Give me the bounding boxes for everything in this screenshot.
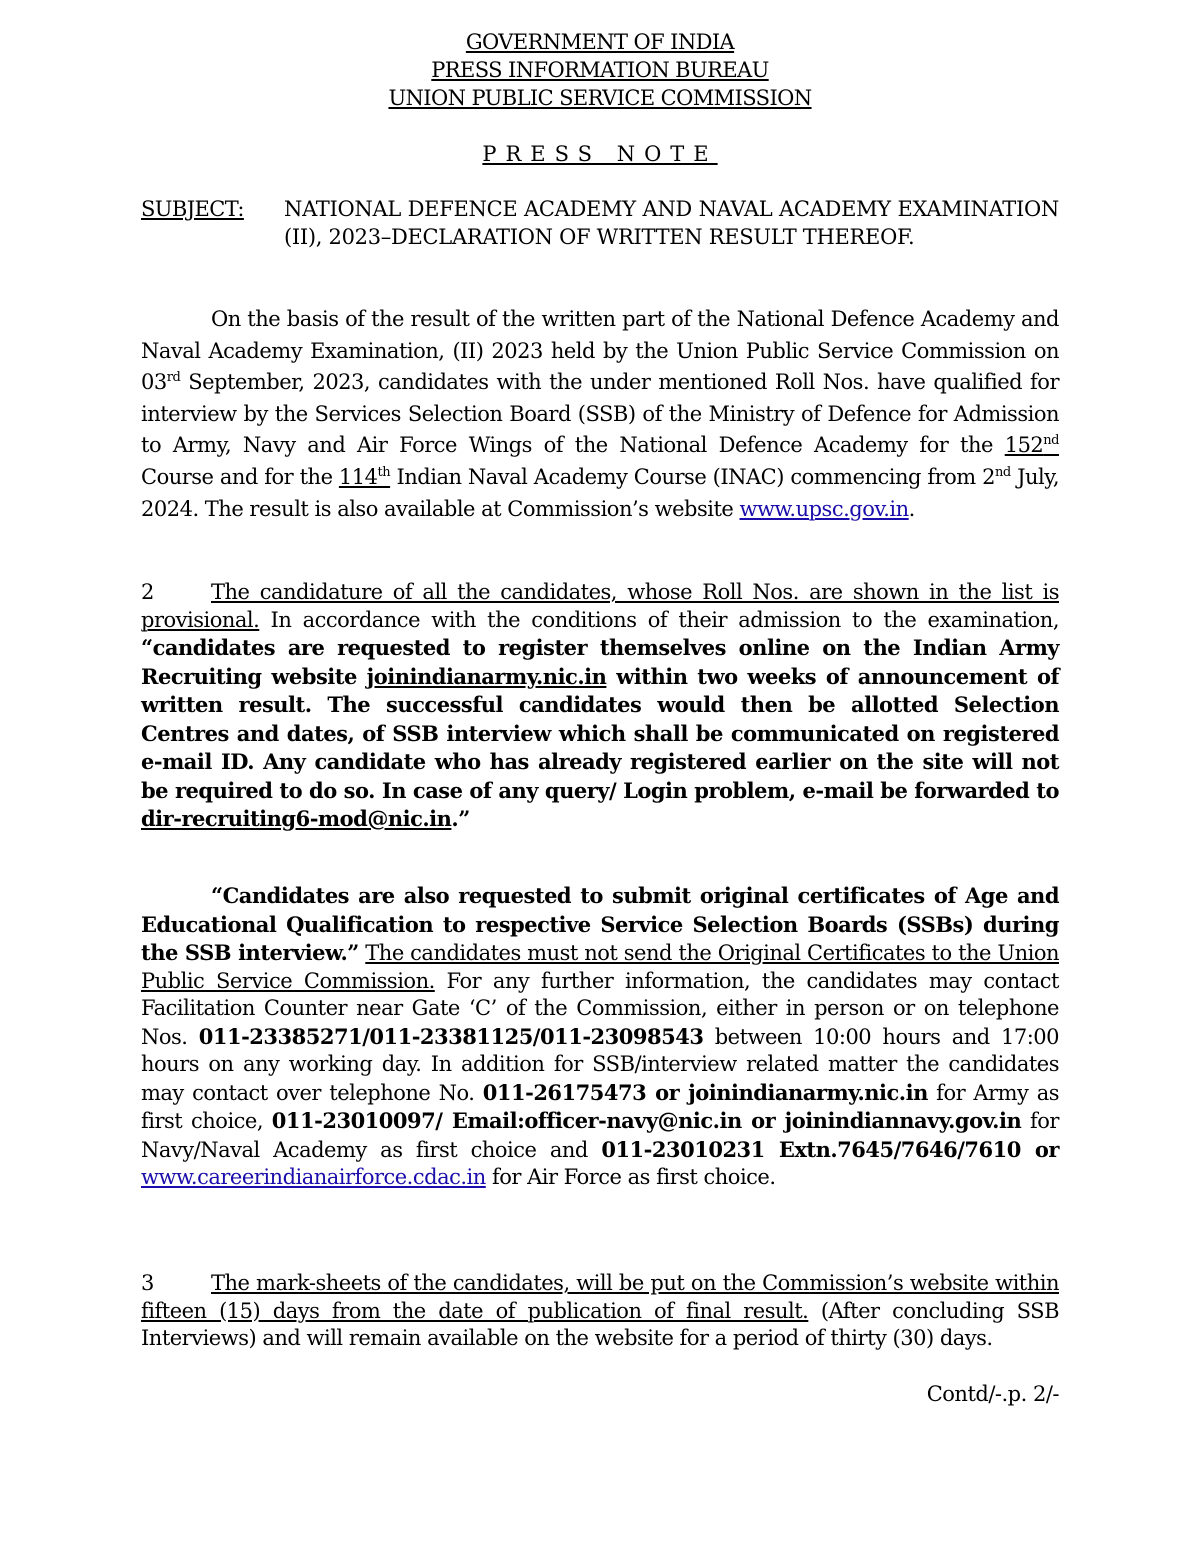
- paragraph-4: 3 The mark-sheets of the candidates, will be put on the Commission’s website within fifteen (15) days from the date of publication of final result. (After concluding SSB Interviews) and will remain available on the website for a period of thirty (30) days.: [141, 1271, 1060, 1350]
- airforce-website-link[interactable]: www.careerindianairforce.cdac.in: [141, 1165, 486, 1189]
- army-website-link[interactable]: joinindianarmy.nic.in: [366, 663, 607, 689]
- upsc-website-link[interactable]: www.upsc.gov.in: [739, 496, 909, 521]
- paragraph-3: “Candidates are also requested to submit original certificates of Age and Educational Qualification to respective Service Selection Boards (SSBs) during the SSB interview.” The candidates must not send the Original Certificates to the Union Public Service Commission. For any further information, the candidates may contact Facilitation Counter near Gate ‘C’ of the Commission, either in person or on telephone Nos. 011-23385271/011-23381125/011-23098543 between 10:00 hours and 17:00 hours on any working day. In addition for SSB/interview related matter the candidates may contact over telephone No. 011-26175473 or joinindianarmy.nic.in for Army as first choice, 011-23010097/ Email:officer-navy@nic.in or joinindiannavy.gov.in for Navy/Naval Academy as first choice and 011-23010231 Extn.7645/7646/7610 or www.careerindianairforce.cdac.in for Air Force as first choice.: [141, 883, 1060, 1189]
- paragraph-number: 3: [141, 1271, 154, 1295]
- subject-text: NATIONAL DEFENCE ACADEMY AND NAVAL ACADEMY EXAMINATION (II), 2023–DECLARATION OF WRITTEN RESULT THEREOF.: [284, 197, 1059, 249]
- header-line-2: PRESS INFORMATION BUREAU: [431, 58, 769, 82]
- paragraph-2: 2 The candidature of all the candidates, whose Roll Nos. are shown in the list is provisional. In accordance with the conditions of their admission to the examination, “candidates are requested to register themselves online on the Indian Army Recruiting website joinindianarmy.nic.in within two weeks of announcement of written result. The successful candidates would then be allotted Selection Centres and dates, of SSB interview which shall be communicated on registered e-mail ID. Any candidate who has already registered earlier on the site will not be required to do so. In case of any query/ Login problem, e-mail be forwarded to dir-recruiting6-mod@nic.in.”: [141, 580, 1059, 831]
- header-line-1: GOVERNMENT OF INDIA: [465, 30, 735, 54]
- press-note-title: PRESS NOTE: [482, 142, 718, 166]
- header-line-3: UNION PUBLIC SERVICE COMMISSION: [388, 86, 812, 110]
- continued-note: Contd/-.p. 2/-: [926, 1382, 1059, 1406]
- paragraph-number: 2: [141, 580, 154, 604]
- recruiting-email-link[interactable]: dir-recruiting6-mod@nic.in: [141, 806, 452, 831]
- paragraph-1: On the basis of the result of the written part of the National Defence Academy and Naval Academy Examination, (II) 2023 held by the Union Public Service Commission on 03rd September, 2023, candidates with the under mentioned Roll Nos. have qualified for interview by the Services Selection Board (SSB) of the Ministry of Defence for Admission to Army, Navy and Air Force Wings of the National Defence Academy for the 152nd Course and for the 114th Indian Naval Academy Course (INAC) commencing from 2nd July, 2024. The result is also available at Commission’s website www.upsc.gov.in.: [141, 307, 1059, 521]
- subject-label: SUBJECT:: [141, 197, 244, 221]
